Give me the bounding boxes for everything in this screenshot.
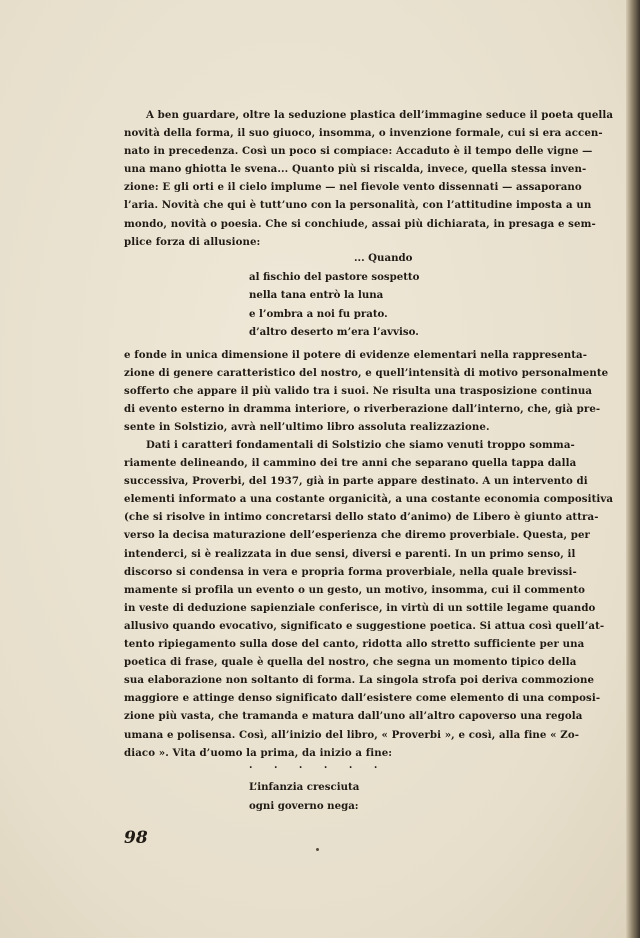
poem-line: ... Quando	[354, 252, 413, 264]
poem-line: d’altro deserto m’era l’avviso.	[249, 326, 419, 338]
poem-line: ogni governo nega:	[249, 799, 359, 812]
text-line: una mano ghiotta le svena... Quanto più si riscalda, invece, quella stessa inven-	[124, 163, 587, 176]
text-line: elementi informato a una costante organicità, a una costante economia compositiva	[124, 493, 614, 506]
text-line: sofferto che appare il più valido tra i suoi. Ne risulta una trasposizione continua	[124, 385, 593, 398]
text-line: successiva, Proverbi, del 1937, già in parte appare destinato. A un intervento di	[124, 475, 588, 488]
poem-line: al fischio del pastore sospetto	[249, 270, 420, 283]
ink-speck	[316, 848, 319, 851]
book-spine-shadow	[626, 0, 640, 938]
poem-quote-1	[249, 249, 419, 342]
text-line: plice forza di allusione:	[124, 235, 261, 248]
text-line: Dati i caratteri fondamentali di Solstizio che siamo venuti troppo somma-	[146, 439, 575, 451]
text-line: nato in precedenza. Così un poco si compiace: Accaduto è il tempo delle vigne —	[124, 145, 593, 158]
text-line: intenderci, si è realizzata in due sensi, diversi e parenti. In un primo senso, il	[124, 547, 576, 560]
paragraph-1	[124, 106, 614, 251]
text-line: verso la decisa maturazione dell’esperienza che diremo proverbiale. Questa, per	[124, 529, 591, 542]
page-number: 98	[124, 828, 148, 848]
text-line: zione: E gli orti e il cielo implume — nel fievole vento dissennati — assaporano	[124, 181, 582, 194]
poem-quote-2	[249, 778, 359, 815]
poem-line: e l’ombra a noi fu prato.	[249, 307, 388, 320]
text-line: sua elaborazione non soltanto di forma. La singola strofa poi deriva commozione	[124, 674, 595, 687]
text-line: allusivo quando evocativo, significato e suggestione poetica. Si attua così quell’at-	[124, 619, 605, 632]
text-line: l’aria. Novità che qui è tutt’uno con la personalità, con l’attitudine imposta a un	[124, 199, 592, 212]
text-line: e fonde in unica dimensione il potere di evidenze elementari nella rappresenta-	[124, 349, 588, 361]
text-line: zione più vasta, che tramanda e matura dall’uno all’altro capoverso una regola	[124, 710, 583, 723]
text-line: diaco ». Vita d’uomo la prima, da inizio a fine:	[124, 746, 393, 759]
text-line: maggiore e attinge denso significato dall’esistere come elemento di una composi-	[124, 692, 601, 705]
text-line: sente in Solstizio, avrà nell’ultimo libro assoluta realizzazione.	[124, 421, 490, 434]
text-line: umana e polisensa. Così, all’inizio del libro, « Proverbi », e così, alla fine « Zo-	[124, 728, 580, 741]
text-line: tento ripiegamento sulla dose del canto, ridotta allo stretto sufficiente per una	[124, 638, 585, 651]
text-line: discorso si condensa in vera e propria forma proverbiale, nella quale brevissi-	[124, 565, 577, 578]
text-line: poetica di frase, quale è quella del nostro, che segna un momento tipico della	[124, 656, 577, 669]
text-line: mamente si profila un evento o un gesto, un motivo, insomma, cui il commento	[124, 583, 586, 596]
text-line: in veste di deduzione sapienziale conferisce, in virtù di un sottile legame quando	[124, 601, 596, 614]
text-line: zione di genere caratteristico del nostro, e quell’intensità di motivo personalmente	[124, 367, 609, 380]
paragraph-3	[124, 436, 614, 762]
paragraph-2	[124, 346, 609, 436]
poem-line: nella tana entrò la luna	[249, 289, 384, 301]
text-line: A ben guardare, oltre la seduzione plastica dell’immagine seduce il poeta quella	[146, 109, 614, 121]
text-line: (che si risolve in intimo concretarsi dello stato d’animo) de Libero è giunto attra-	[124, 511, 599, 524]
poem-line: L’infanzia cresciuta	[249, 781, 360, 793]
text-line: riamente delineando, il cammino dei tre anni che separano quella tappa dalla	[124, 457, 577, 470]
text-line: mondo, novità o poesia. Che si conchiude, assai più dichiarata, in presaga e sem-	[124, 217, 596, 230]
text-line: di evento esterno in dramma interiore, o riverberazione dall’interno, che, già pre-	[124, 403, 601, 416]
ellipsis-dots: . . . . . .	[249, 760, 387, 771]
text-line: novità della forma, il suo giuoco, insomma, o invenzione formale, cui si era accen-	[124, 127, 603, 140]
